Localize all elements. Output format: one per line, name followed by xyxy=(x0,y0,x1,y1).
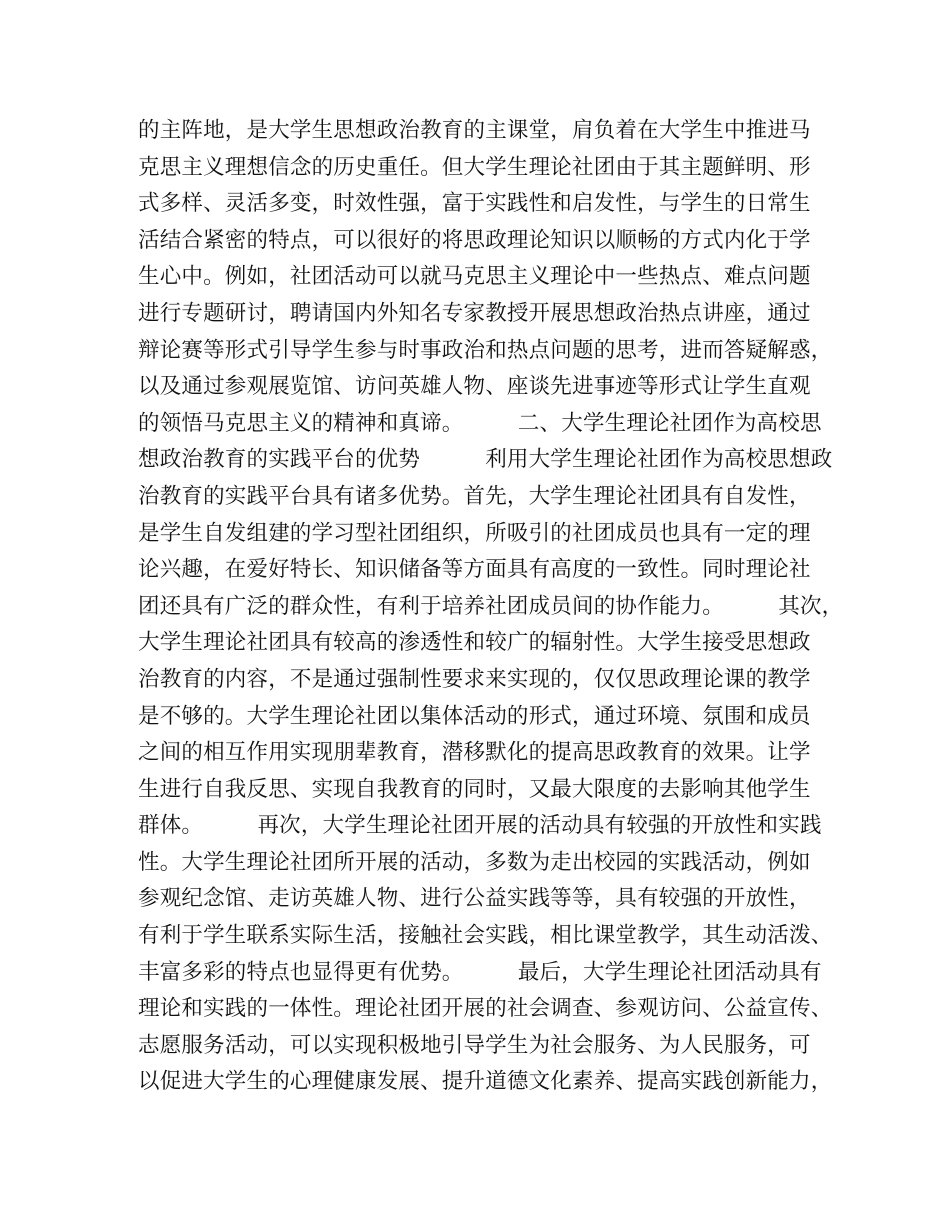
text-line: 治教育的内容，不是通过强制性要求来实现的，仅仅思政理论课的教学 xyxy=(138,666,811,692)
text-line: 的主阵地，是大学生思想政治教育的主课堂，肩负着在大学生中推进马 xyxy=(138,118,811,143)
text-line: 生进行自我反思、实现自我教育的同时，又最大限度的去影响其他学生 xyxy=(138,776,811,802)
body-text xyxy=(138,113,844,1101)
text-line: 活结合紧密的特点，可以很好的将思政理论知识以顺畅的方式内化于学 xyxy=(138,227,811,253)
text-line: 式多样、灵活多变，时效性强，富于实践性和启发性，与学生的日常生 xyxy=(138,191,811,217)
text-line: 是学生自发组建的学习型社团组织，所吸引的社团成员也具有一定的理 xyxy=(138,520,811,546)
text-line: 以及通过参观展览馆、访问英雄人物、座谈先进事迹等形式让学生直观 xyxy=(138,374,811,400)
text-line: 的领悟马克思主义的精神和真谛。 二、大学生理论社团作为高校思 xyxy=(138,410,822,436)
text-line: 理论和实践的一体性。理论社团开展的社会调查、参观访问、公益宣传、 xyxy=(138,996,833,1022)
text-line: 有利于学生联系实际生活，接触社会实践，相比课堂教学，其生动活泼、 xyxy=(138,923,833,949)
text-line: 志愿服务活动，可以实现积极地引导学生为社会服务、为人民服务，可 xyxy=(138,1032,811,1058)
text-line: 团还具有广泛的群众性，有利于培养社团成员间的协作能力。 其次， xyxy=(138,593,844,619)
text-line: 之间的相互作用实现朋辈教育，潜移默化的提高思政教育的效果。让学 xyxy=(138,740,811,766)
text-line: 生心中。例如，社团活动可以就马克思主义理论中一些热点、难点问题 xyxy=(138,264,811,290)
text-line: 是不够的。大学生理论社团以集体活动的形式，通过环境、氛围和成员 xyxy=(138,703,811,729)
text-line: 想政治教育的实践平台的优势 利用大学生理论社团作为高校思想政 xyxy=(138,447,833,473)
text-line: 论兴趣，在爱好特长、知识储备等方面具有高度的一致性。同时理论社 xyxy=(138,557,811,583)
text-line: 以促进大学生的心理健康发展、提升道德文化素养、提高实践创新能力， xyxy=(138,1069,833,1095)
text-line: 治教育的实践平台具有诸多优势。首先，大学生理论社团具有自发性， xyxy=(138,483,811,509)
text-line: 丰富多彩的特点也显得更有优势。 最后，大学生理论社团活动具有 xyxy=(138,959,822,985)
text-line: 参观纪念馆、走访英雄人物、进行公益实践等等，具有较强的开放性， xyxy=(138,886,811,912)
text-line: 克思主义理想信念的历史重任。但大学生理论社团由于其主题鲜明、形 xyxy=(138,154,811,180)
text-line: 大学生理论社团具有较高的渗透性和较广的辐射性。大学生接受思想政 xyxy=(138,630,811,656)
text-line: 性。大学生理论社团所开展的活动，多数为走出校园的实践活动，例如 xyxy=(138,849,811,875)
text-line: 辩论赛等形式引导学生参与时事政治和热点问题的思考，进而答疑解惑， xyxy=(138,337,833,363)
text-line: 群体。 再次，大学生理论社团开展的活动具有较强的开放性和实践 xyxy=(138,813,822,839)
text-line: 进行专题研讨，聘请国内外知名专家教授开展思想政治热点讲座，通过 xyxy=(138,300,811,326)
